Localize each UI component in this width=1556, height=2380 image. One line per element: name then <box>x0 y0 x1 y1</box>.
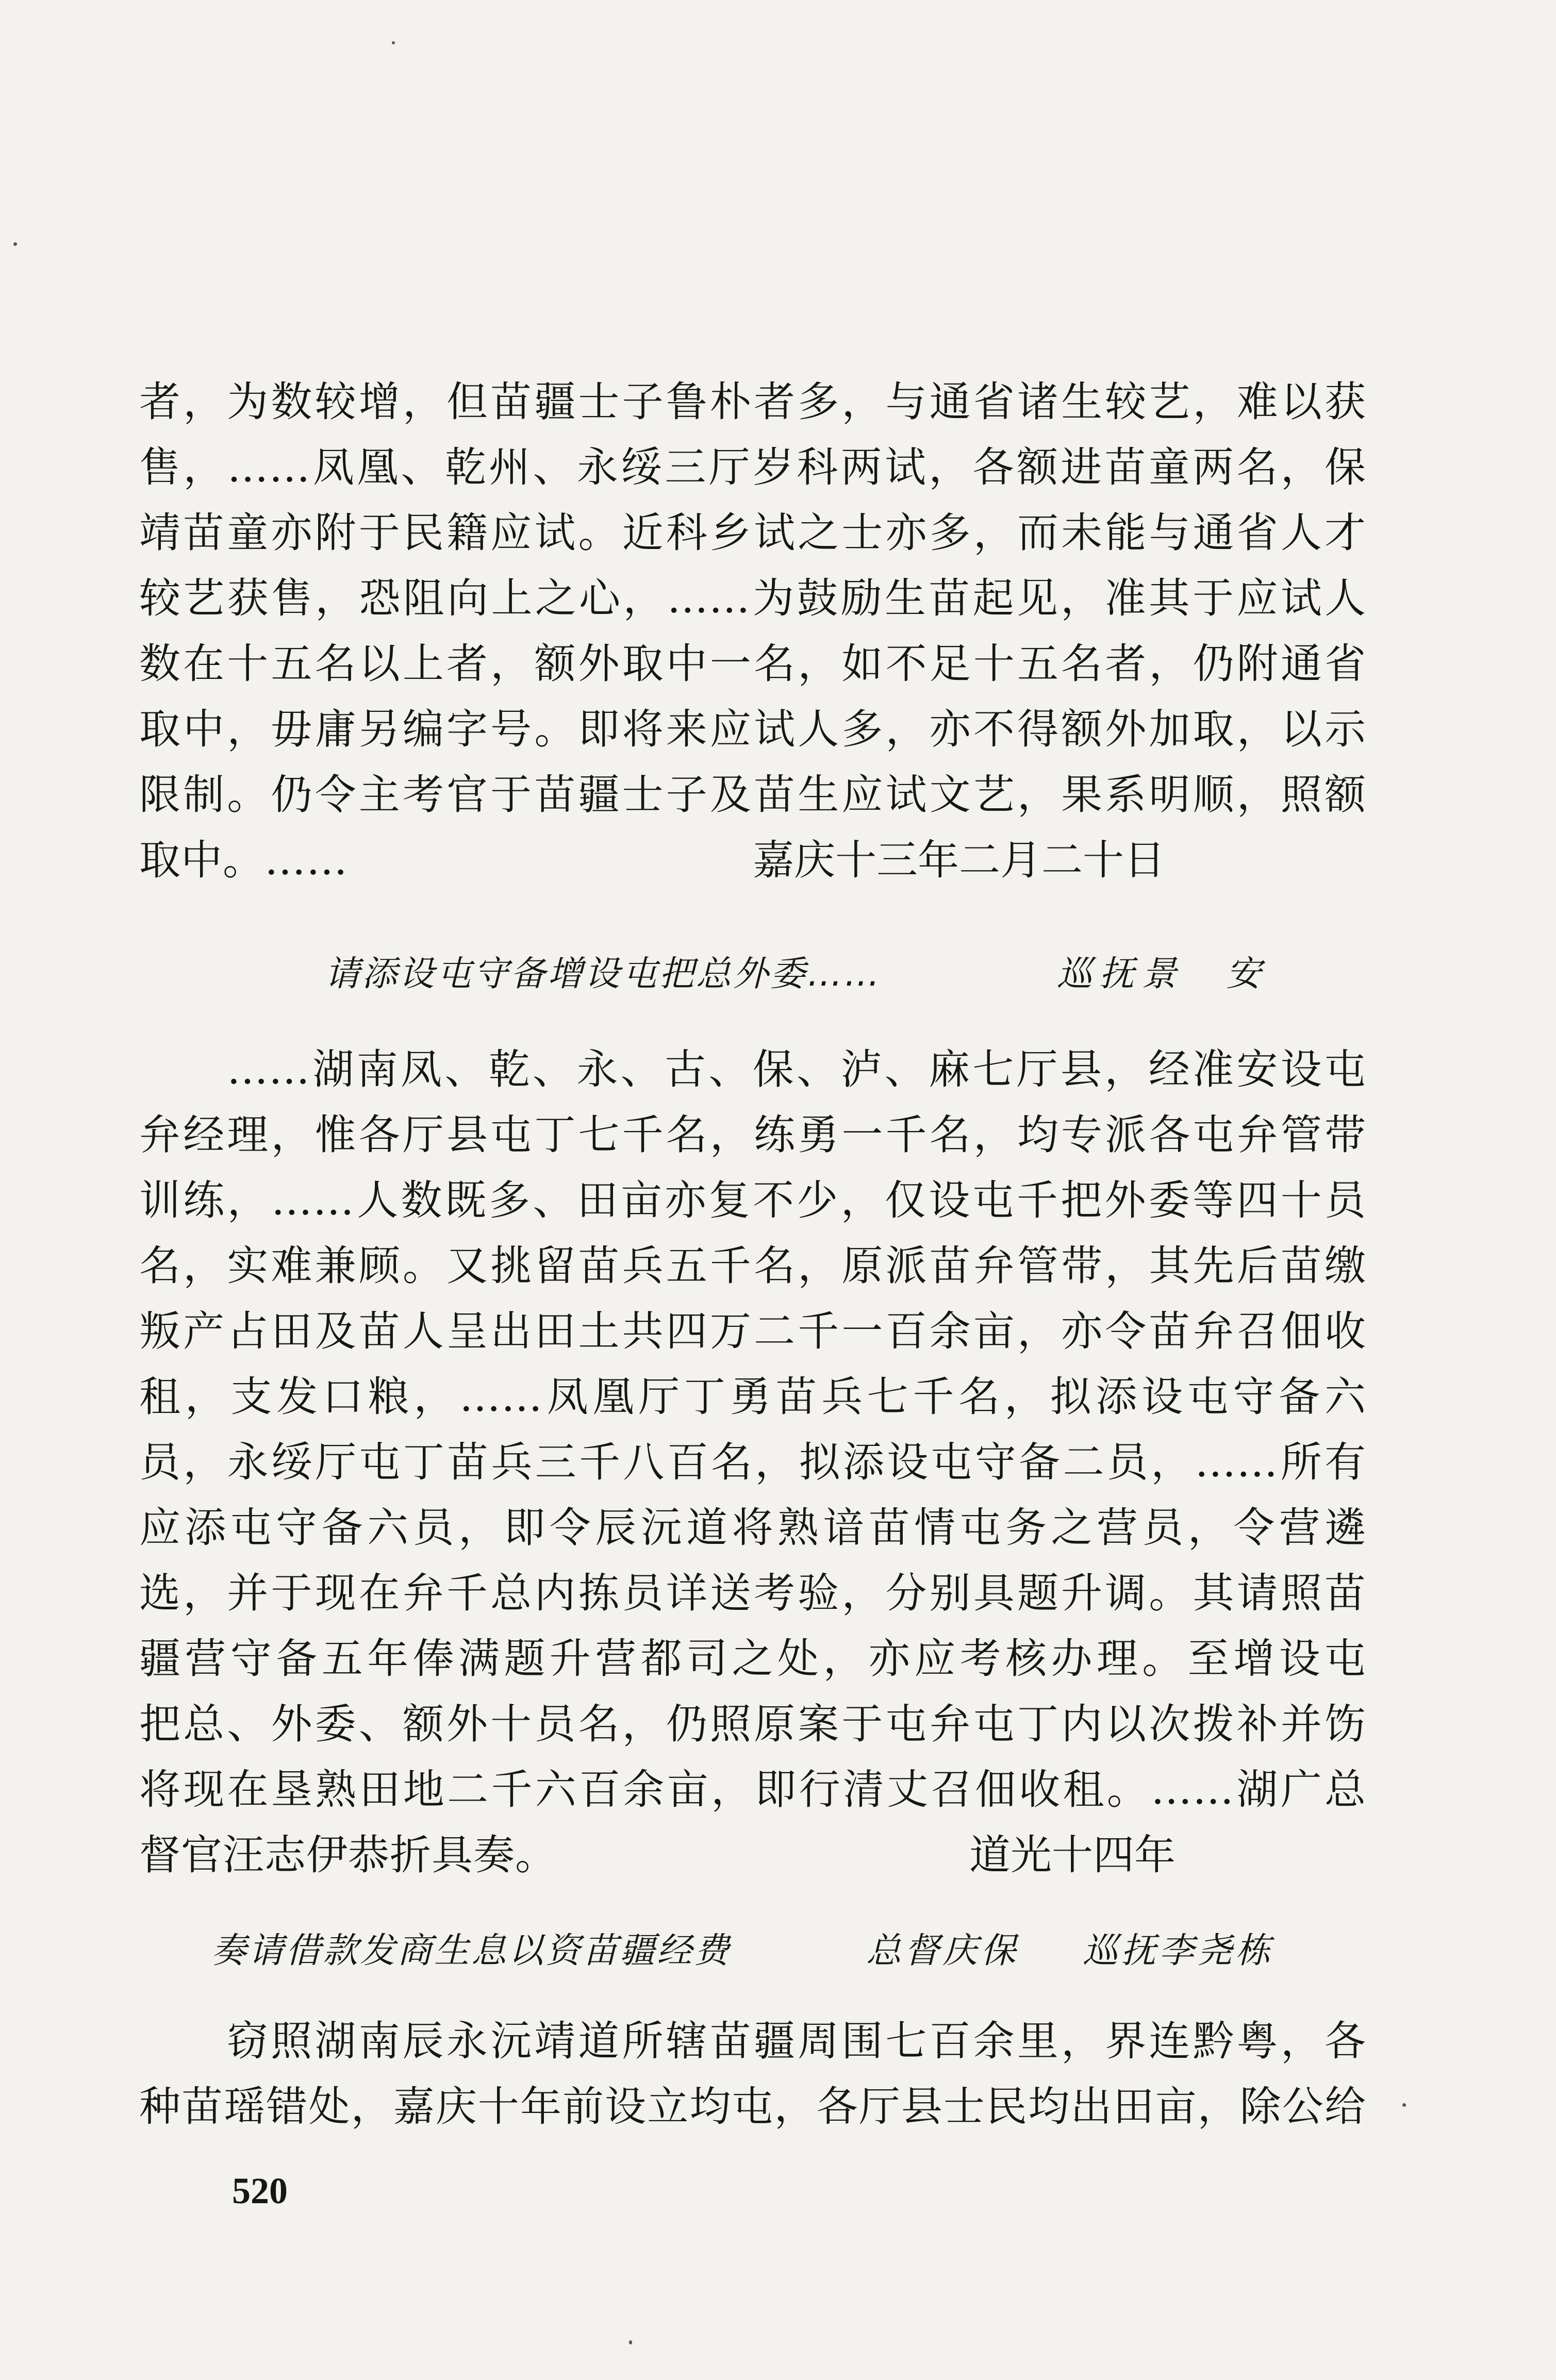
section-3-title: 奏请借款发商生息以资苗疆经费 <box>211 1930 732 1971</box>
text-line: 员，永绥厅屯丁苗兵三千八百名，拟添设屯守备二员，……所有 <box>139 1438 1366 1486</box>
text-line: 叛产占田及苗人呈出田土共四万二千一百余亩，亦令苗弁召佃收 <box>139 1307 1366 1355</box>
scan-speck <box>629 2340 632 2344</box>
section-3-author-2: 巡抚李尧栋 <box>1083 1930 1274 1971</box>
text-line: 取中。…… <box>139 836 348 884</box>
scan-speck <box>1402 2103 1406 2107</box>
text-line: 弁经理，惟各厅县屯丁七千名，练勇一千名，均专派各屯弁管带 <box>139 1111 1366 1159</box>
section-1-date: 嘉庆十三年二月二十日 <box>753 836 1165 884</box>
section-2-author: 巡抚景 安 <box>1057 954 1269 994</box>
text-line: 将现在垦熟田地二千六百余亩，即行清丈召佃收租。……湖广总 <box>139 1766 1366 1813</box>
text-line: 种苗瑶错处，嘉庆十年前设立均屯，各厅县士民均出田亩，除公给 <box>139 2083 1366 2131</box>
text-line: ……湖南凤、乾、永、古、保、泸、麻七厅县，经准安设屯 <box>227 1045 1366 1093</box>
section-2-date: 道光十四年 <box>969 1831 1176 1879</box>
text-line: 靖苗童亦附于民籍应试。近科乡试之士亦多，而未能与通省人才 <box>139 509 1366 557</box>
section-3-author-1: 总督庆保 <box>866 1930 1019 1971</box>
text-line: 租，支发口粮，……凤凰厅丁勇苗兵七千名，拟添设屯守备六 <box>139 1373 1366 1421</box>
text-line: 把总、外委、额外十员名，仍照原案于屯弁屯丁内以次拨补并饬 <box>139 1700 1366 1748</box>
scan-speck <box>392 41 395 44</box>
text-line: 售，……凤凰、乾州、永绥三厅岁科两试，各额进苗童两名，保 <box>139 443 1366 491</box>
text-line: 者，为数较增，但苗疆士子鲁朴者多，与通省诸生较艺，难以获 <box>139 378 1366 426</box>
text-line: 督官汪志伊恭折具奏。 <box>139 1831 557 1879</box>
text-line: 名，实难兼顾。又挑留苗兵五千名，原派苗弁管带，其先后苗缴 <box>139 1242 1366 1290</box>
scan-speck <box>13 242 17 246</box>
text-line: 疆营守备五年俸满题升营都司之处，亦应考核办理。至增设屯 <box>139 1635 1366 1683</box>
text-line: 训练，……人数既多、田亩亦复不少，仅设屯千把外委等四十员 <box>139 1176 1366 1224</box>
text-line: 较艺获售，恐阻向上之心，……为鼓励生苗起见，准其于应试人 <box>139 574 1366 622</box>
text-line: 选，并于现在弁千总内拣员详送考验，分别具题升调。其请照苗 <box>139 1569 1366 1617</box>
section-2-title: 请添设屯守备增设屯把总外委…… <box>325 954 882 994</box>
text-line: 数在十五名以上者，额外取中一名，如不足十五名者，仍附通省 <box>139 640 1366 688</box>
text-line: 窃照湖南辰永沅靖道所辖苗疆周围七百余里，界连黔粤，各 <box>227 2017 1366 2065</box>
text-line: 限制。仍令主考官于苗疆士子及苗生应试文艺，果系明顺，照额 <box>139 771 1366 819</box>
page-number: 520 <box>232 2170 288 2211</box>
text-line: 取中，毋庸另编字号。即将来应试人多，亦不得额外加取，以示 <box>139 705 1366 753</box>
text-line: 应添屯守备六员，即令辰沅道将熟谙苗情屯务之营员，令营遴 <box>139 1504 1366 1552</box>
